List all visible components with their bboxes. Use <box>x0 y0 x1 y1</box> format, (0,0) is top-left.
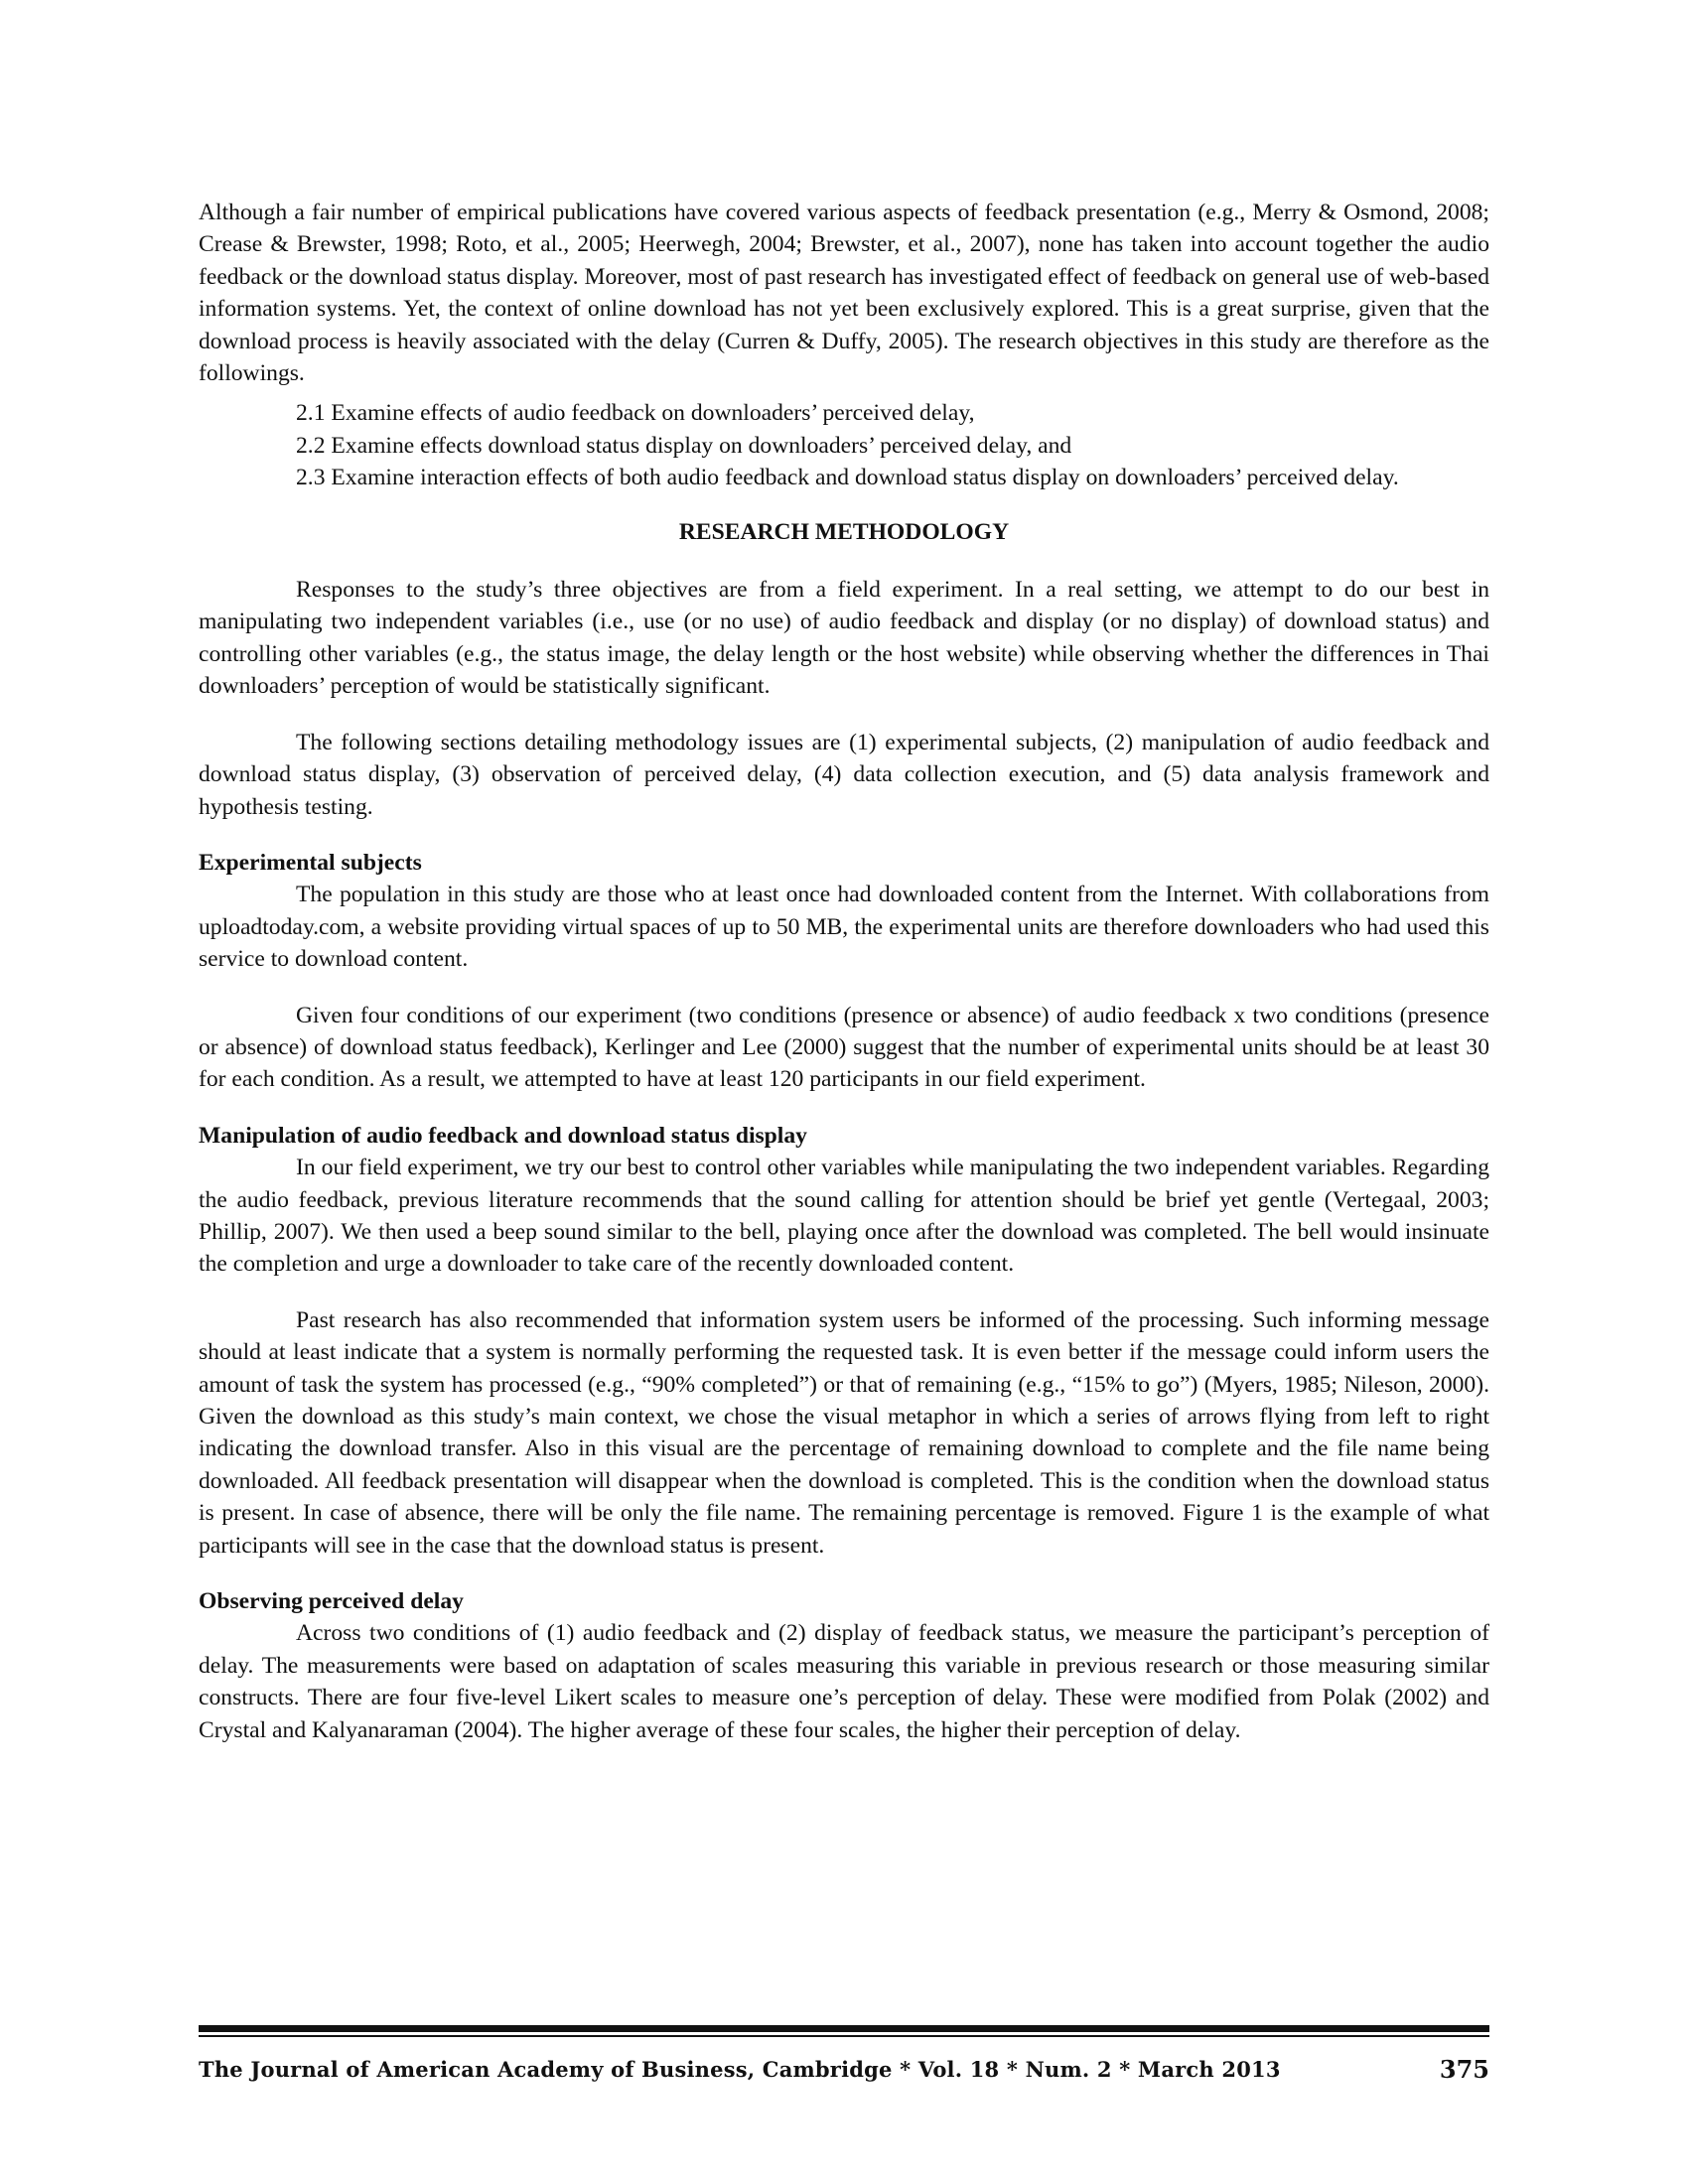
method-paragraph: The following sections detailing methodology issues are (1) experimental subjects, (2) manipulation of audio feedback and download status display, (3) observation of perceived delay, (4) data collection execution, and (5) data analysis framework and hypothesis testing. <box>199 729 1489 820</box>
subsection-paragraph: Across two conditions of (1) audio feedback and (2) display of feedback status, we measure the participant’s perception of delay. The measurements were based on adaptation of scales measuring this variable in previous research or those measuring similar constructs. There are four five-level Likert scales to measure one’s perception of delay. These were modified from Polak (2002) and Crystal and Kalyanaraman (2004). The higher average of these four scales, the higher their perception of delay. <box>199 1620 1489 1743</box>
subsection-heading: Experimental subjects <box>199 849 422 876</box>
footer-rule <box>199 2035 1489 2037</box>
subsection-heading: Manipulation of audio feedback and download status display <box>199 1122 807 1149</box>
subsection-paragraph: In our field experiment, we try our best to control other variables while manipulating the two independent variables. Regarding the audio feedback, previous literature recommends that the sound calling for attention should be brief yet gentle (Vertegaal, 2003; Phillip, 2007). We then used a beep sound similar to the bell, playing once after the download was completed. The bell would insinuate the completion and urge a downloader to take care of the recently downloaded content. <box>199 1155 1489 1278</box>
objective-item: 2.3 Examine interaction effects of both audio feedback and download status display on downloaders’ perceived delay. <box>296 465 1399 491</box>
footer-rule <box>199 2025 1489 2032</box>
page-number: 375 <box>1439 2055 1489 2084</box>
objective-item: 2.2 Examine effects download status display on downloaders’ perceived delay, and <box>296 432 1072 459</box>
section-title: RESEARCH METHODOLOGY <box>678 518 1010 545</box>
method-paragraph: Responses to the study’s three objectives are from a field experiment. In a real setting, we attempt to do our best in manipulating two independent variables (i.e., use (or no use) of audio feedback and display (or no display) of download status) and controlling other variables (e.g., the status image, the delay length or the host website) while observing whether the differences in Thai downloaders’ perception of would be statistically significant. <box>199 577 1489 700</box>
subsection-heading: Observing perceived delay <box>199 1588 464 1615</box>
objectives-list <box>199 397 1489 493</box>
page-body <box>199 197 1489 1746</box>
objective-item: 2.1 Examine effects of audio feedback on downloaders’ perceived delay, <box>296 400 975 427</box>
footer-journal-info: The Journal of American Academy of Business, Cambridge * Vol. 18 * Num. 2 * March 2013 <box>199 2057 1281 2082</box>
subsection-paragraph: The population in this study are those who at least once had downloaded content from the Internet. With collaborations from uploadtoday.com, a website providing virtual spaces of up to 50 MB, the experimental units are therefore downloaders who had used this service to download content. <box>199 882 1489 973</box>
subsection-paragraph: Given four conditions of our experiment (two conditions (presence or absence) of audio feedback x two conditions (presence or absence) of download status feedback), Kerlinger and Lee (2000) suggest that the number of experimental units should be at least 30 for each condition. As a result, we attempted to have at least 120 participants in our field experiment. <box>199 1002 1489 1093</box>
intro-paragraph: Although a fair number of empirical publications have covered various aspects of feedback presentation (e.g., Merry & Osmond, 2008; Crease & Brewster, 1998; Roto, et al., 2005; Heerwegh, 2004; Brewster, et al., 2007), none has taken into account together the audio feedback or the download status display. Moreover, most of past research has investigated effect of feedback on general use of web-based information systems. Yet, the context of online download has not yet been exclusively explored. This is a great surprise, given that the download process is heavily associated with the delay (Curren & Duffy, 2005). The research objectives in this study are therefore as the followings. <box>199 200 1489 387</box>
subsection-paragraph: Past research has also recommended that information system users be informed of the processing. Such informing message should at least indicate that a system is normally performing the requested task. It is even better if the message could inform users the amount of task the system has processed (e.g., “90% completed”) or that of remaining (e.g., “15% to go”) (Myers, 1985; Nileson, 2000). Given the download as this study’s main context, we chose the visual metaphor in which a series of arrows flying from left to right indicating the download transfer. Also in this visual are the percentage of remaining download to complete and the file name being downloaded. All feedback presentation will disappear when the download is completed. This is the condition when the download status is present. In case of absence, there will be only the file name. The remaining percentage is removed. Figure 1 is the example of what participants will see in the case that the download status is present. <box>199 1306 1489 1559</box>
